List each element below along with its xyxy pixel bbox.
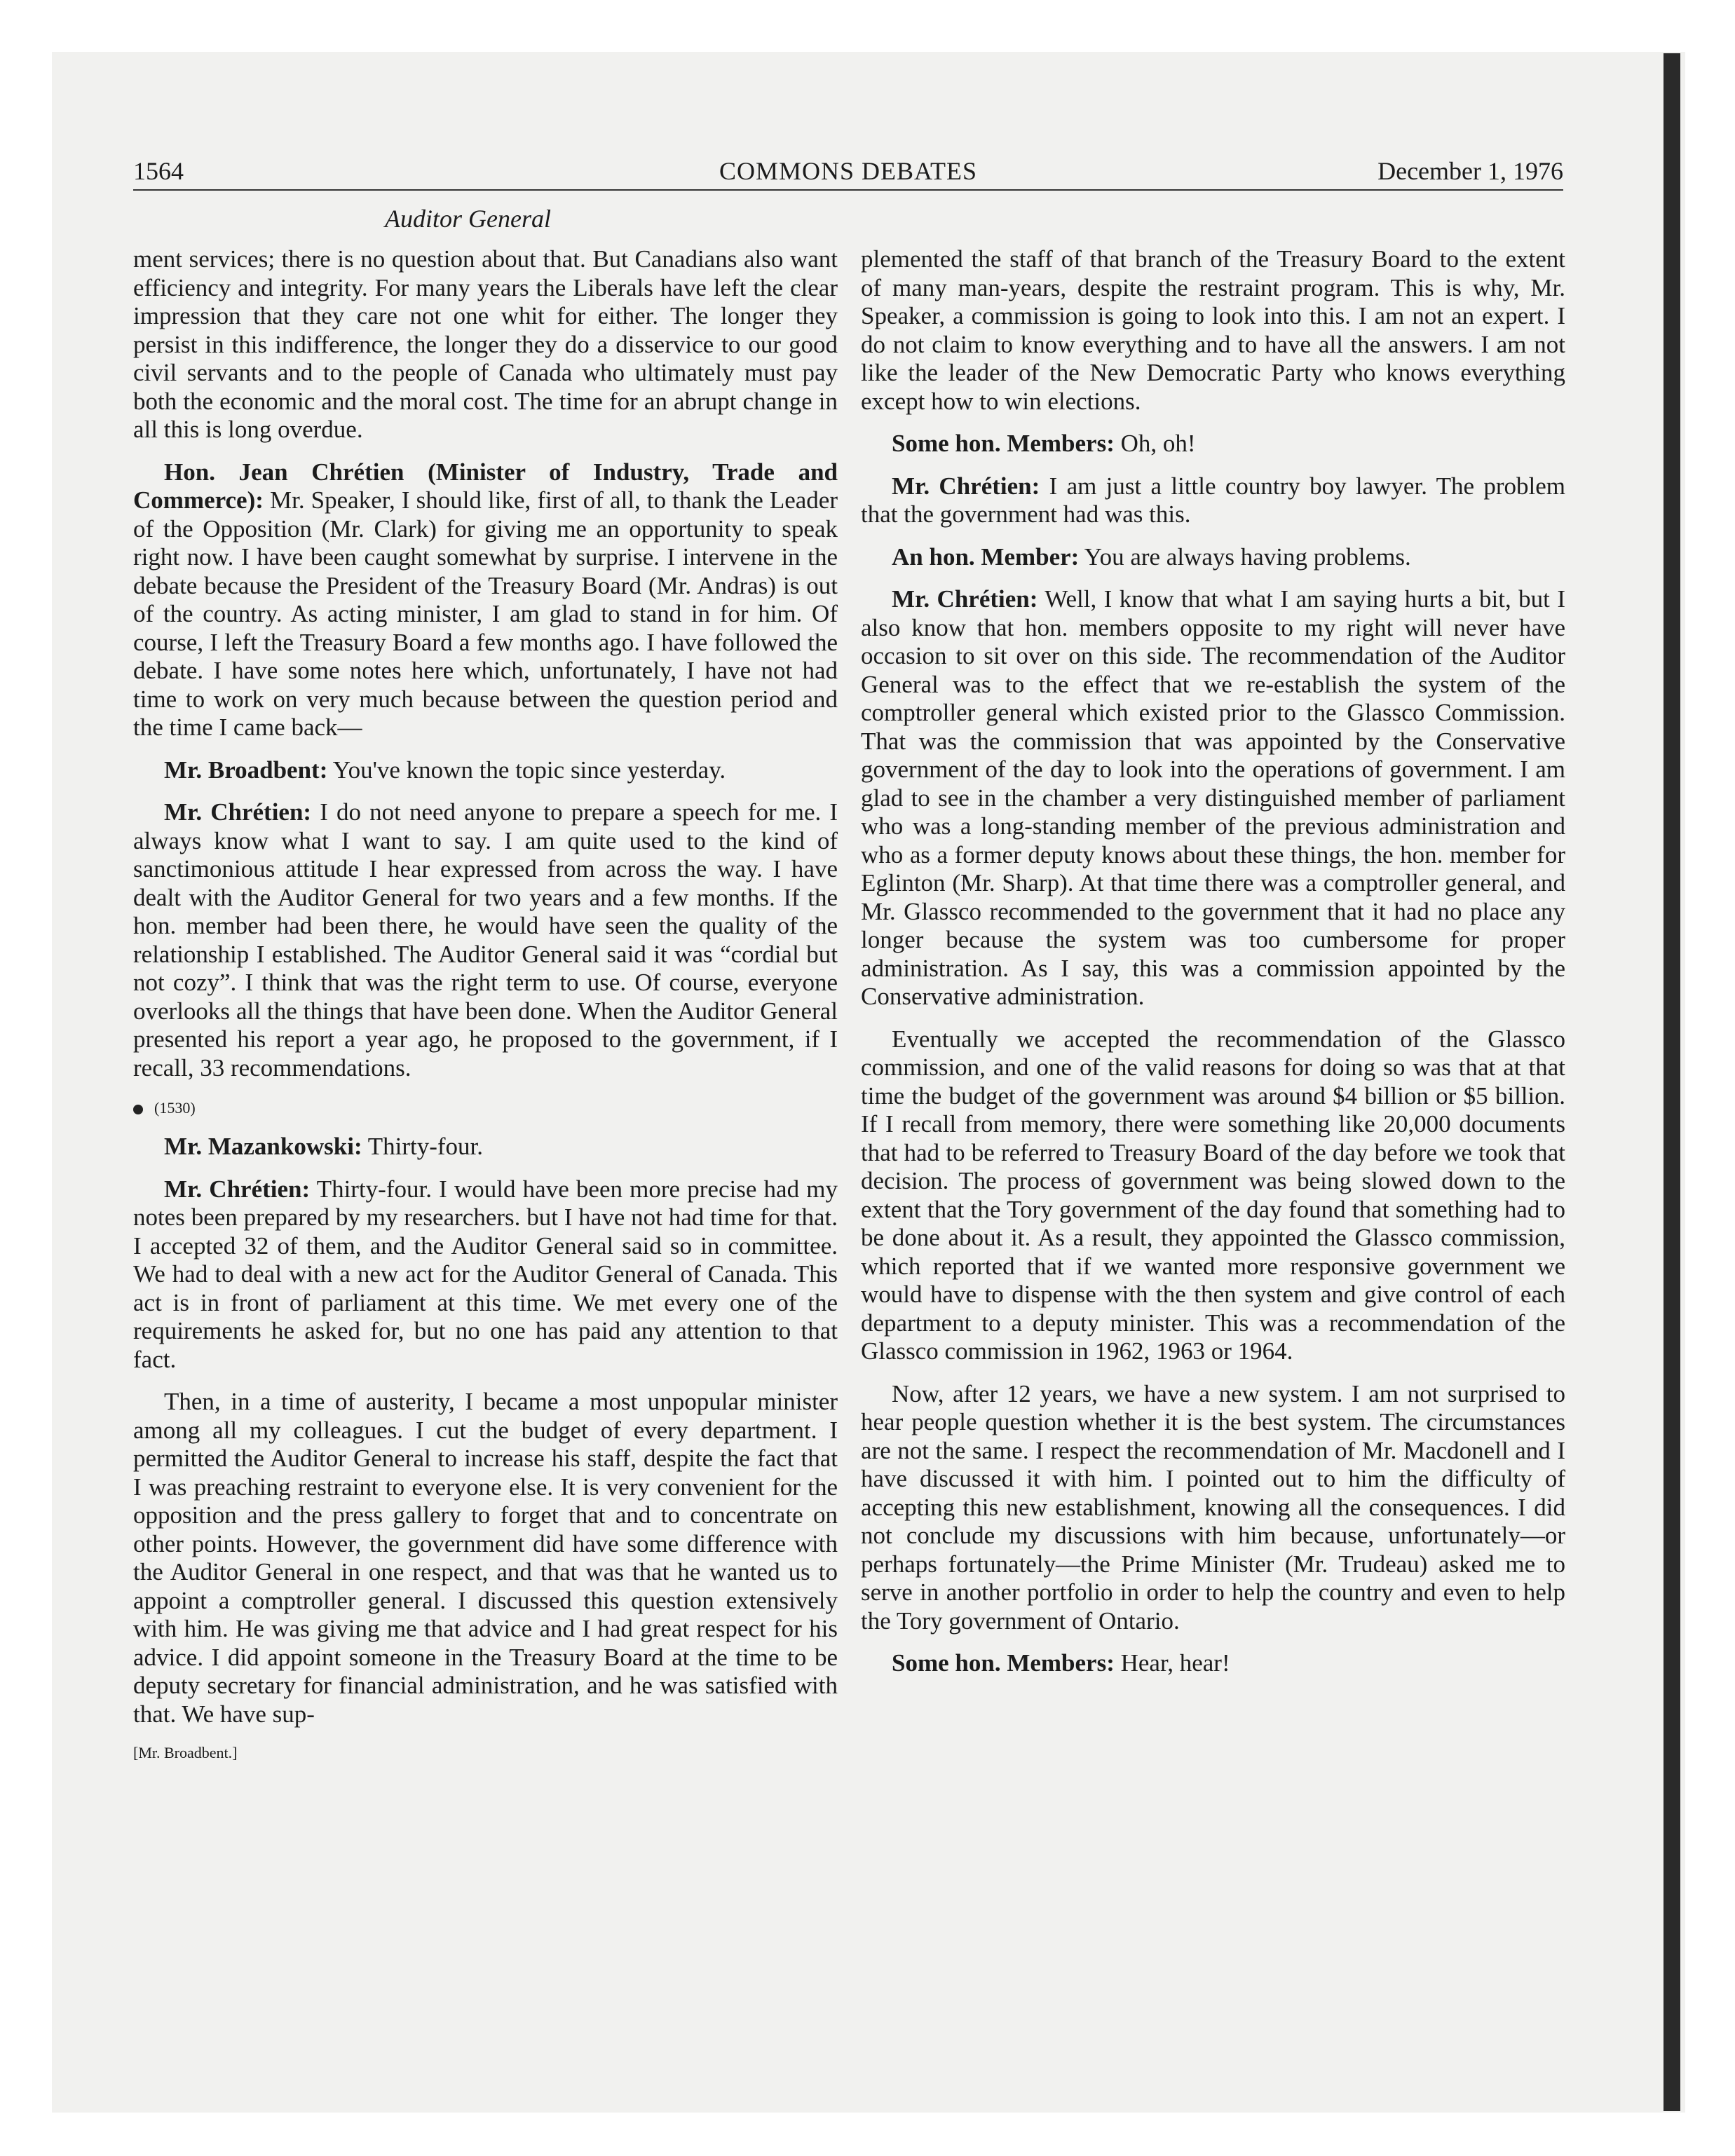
speech-paragraph bbox=[133, 1133, 838, 1161]
page-number: 1564 bbox=[133, 157, 184, 185]
scan-edge-bar bbox=[1663, 53, 1680, 2111]
speech-paragraph bbox=[133, 798, 838, 1082]
footer-note: [Mr. Broadbent.] bbox=[133, 1744, 238, 1761]
speech-paragraph bbox=[133, 1175, 838, 1374]
speech-text: Hear, hear! bbox=[1114, 1649, 1230, 1677]
speaker-name: Mr. Chrétien: bbox=[164, 1175, 311, 1203]
speech-paragraph bbox=[133, 756, 838, 785]
speaker-name: Mr. Mazankowski: bbox=[164, 1133, 362, 1160]
speaker-name: Mr. Chrétien: bbox=[892, 585, 1038, 613]
bullet-icon bbox=[133, 1105, 143, 1114]
paragraph: plemented the staff of that branch of the Treasury Board to the extent of many man-years, despite the restraint program. This is why, Mr. Speaker, a commission is going to look into this. I am not an expert. I do not claim to know everything and to have all the answers. I am not like the leader of the New Democratic Party who knows everything except how to win elections. bbox=[861, 245, 1565, 415]
speech-text: Thirty-four. bbox=[362, 1133, 483, 1160]
paragraph: Eventually we accepted the recommendation of the Glassco commission, and one of the valid reasons for doing so was that at that time the budget of the government was around $4 billion or $5 billion. If I recall from memory, there were something like 20,000 documents that had to be referred to Treasury Board of the day before we took that decision. The process of government was being slowed down to the extent that the Tory government of the day found that something had to be done about it. As a result, they appointed the Glassco commission, which reported that if we wanted more responsive government we would have to dispense with the then system and give control of each department to a deputy minister. This was a recommendation of the Glassco commission in 1962, 1963 or 1964. bbox=[861, 1025, 1565, 1365]
left-column bbox=[133, 245, 838, 1763]
paragraph: Now, after 12 years, we have a new system. I am not surprised to hear people question whether it is the best system. The circumstances are not the same. I respect the recommendation of Mr. Macdonell and I have discussed it with him. I pointed out to him the difficulty of accepting this new establishment, knowing all the consequences. I did not conclude my discussions with him because, unfortunately—or perhaps fortunately—the Prime Minister (Mr. Trudeau) asked me to serve in another portfolio in order to help the country and even to help the Tory government of Ontario. bbox=[861, 1379, 1565, 1635]
speech-paragraph bbox=[861, 472, 1565, 529]
speaker-name: Mr. Chrétien: bbox=[892, 472, 1040, 500]
speech-text: Well, I know that what I am saying hurts a bit, but I also know that hon. members opposite to my right will never have occasion to sit over on this side. The recommendation of the Auditor General was to the effect that we re-establish the system of the comptroller general which existed prior to the Glassco Commission. That was the commission that was appointed by the Conservative government of the day to look into the operations of government. I am glad to see in the chamber a very distinguished member of parliament who was a long-standing member of the previous administration and who as a former deputy knows about these things, the hon. member for Eglinton (Mr. Sharp). At that time there was a comptroller general, and Mr. Glassco recommended to the government that it had no place any longer because the system was too cumbersome for proper administration. As I say, this was a commission appointed by the Conservative administration. bbox=[861, 585, 1565, 1010]
page-date: December 1, 1976 bbox=[1377, 157, 1563, 185]
speaker-name: Some hon. Members: bbox=[892, 430, 1115, 457]
speaker-name: Some hon. Members: bbox=[892, 1649, 1115, 1677]
header-rule bbox=[133, 189, 1563, 191]
speaker-name: Mr. Chrétien: bbox=[164, 798, 312, 826]
running-head: Auditor General bbox=[385, 205, 551, 233]
speaker-name: Mr. Broadbent: bbox=[164, 756, 328, 784]
paragraph: ment services; there is no question about that. But Canadians also want efficiency and integrity. For many years the Liberals have left the clear impression that they care not one whit for either. The longer they persist in this indifference, the longer they do a disservice to our good civil servants and to the people of Canada who ultimately must pay both the economic and the moral cost. The time for an abrupt change in all this is long overdue. bbox=[133, 245, 838, 443]
publication-title: COMMONS DEBATES bbox=[719, 157, 978, 185]
speaker-name: An hon. Member: bbox=[892, 543, 1080, 571]
right-column bbox=[861, 245, 1565, 1692]
speech-paragraph bbox=[861, 1649, 1565, 1678]
page-header bbox=[133, 156, 1563, 186]
speech-text: You are always having problems. bbox=[1079, 543, 1411, 571]
speech-text: You've known the topic since yesterday. bbox=[327, 756, 726, 784]
speech-paragraph bbox=[133, 458, 838, 742]
time-marker-text: (1530) bbox=[154, 1099, 196, 1117]
speech-text: Thirty-four. I would have been more precise had my notes been prepared by my researchers. but I have not had time for that. I accepted 32 of them, and the Auditor General said so in committee. We had to deal with a new act for the Auditor General of Canada. This act is in front of parliament at this time. We met every one of the requirements he asked for, but no one has paid any attention to that fact. bbox=[133, 1175, 838, 1373]
time-marker bbox=[133, 1096, 838, 1120]
speech-paragraph bbox=[861, 585, 1565, 1011]
speech-text: Oh, oh! bbox=[1114, 430, 1196, 457]
speech-paragraph bbox=[861, 430, 1565, 458]
speech-text: I am just a little country boy lawyer. The problem that the government had was this. bbox=[861, 472, 1565, 528]
speaker-name: Hon. Jean Chrétien (Minister of Industry, Trade and Commerce): bbox=[133, 458, 838, 514]
speech-paragraph bbox=[861, 543, 1565, 572]
speech-text: I do not need anyone to prepare a speech for me. I always know what I want to say. I am quite used to the kind of sanctimonious attitude I hear expressed from across the way. I have dealt with the Auditor General for two years and a few months. If the hon. member had been there, he would have seen the quality of the relationship I established. The Auditor General said it was “cordial but not cozy”. I think that was the right term to use. Of course, everyone overlooks all the things that have been done. When the Auditor General presented his report a year ago, he proposed to the government, if I recall, 33 recommendations. bbox=[133, 798, 838, 1082]
paragraph: Then, in a time of austerity, I became a most unpopular minister among all my colleagues. I cut the budget of every department. I permitted the Auditor General to increase his staff, despite the fact that I was preaching restraint to everyone else. It is very convenient for the opposition and the press gallery to forget that and to concentrate on other points. However, the government did have some difference with the Auditor General in one respect, and that was that he wanted us to appoint a comptroller general. I discussed this question extensively with him. He was giving me that advice and I had great respect for his advice. I did appoint someone in the Treasury Board at the time to be deputy secretary for financial administration, and he was satisfied with that. We have sup- bbox=[133, 1388, 838, 1728]
speech-text: Mr. Speaker, I should like, first of all, to thank the Leader of the Opposition (Mr. Clark) for giving me an opportunity to speak right now. I have been caught somewhat by surprise. I intervene in the debate because the President of the Treasury Board (Mr. Andras) is out of the country. As acting minister, I am glad to stand in for him. Of course, I left the Treasury Board a few months ago. I have followed the debate. I have some notes here which, unfortunately, I have not had time to work on very much because between the question period and the time I came back— bbox=[133, 486, 838, 741]
